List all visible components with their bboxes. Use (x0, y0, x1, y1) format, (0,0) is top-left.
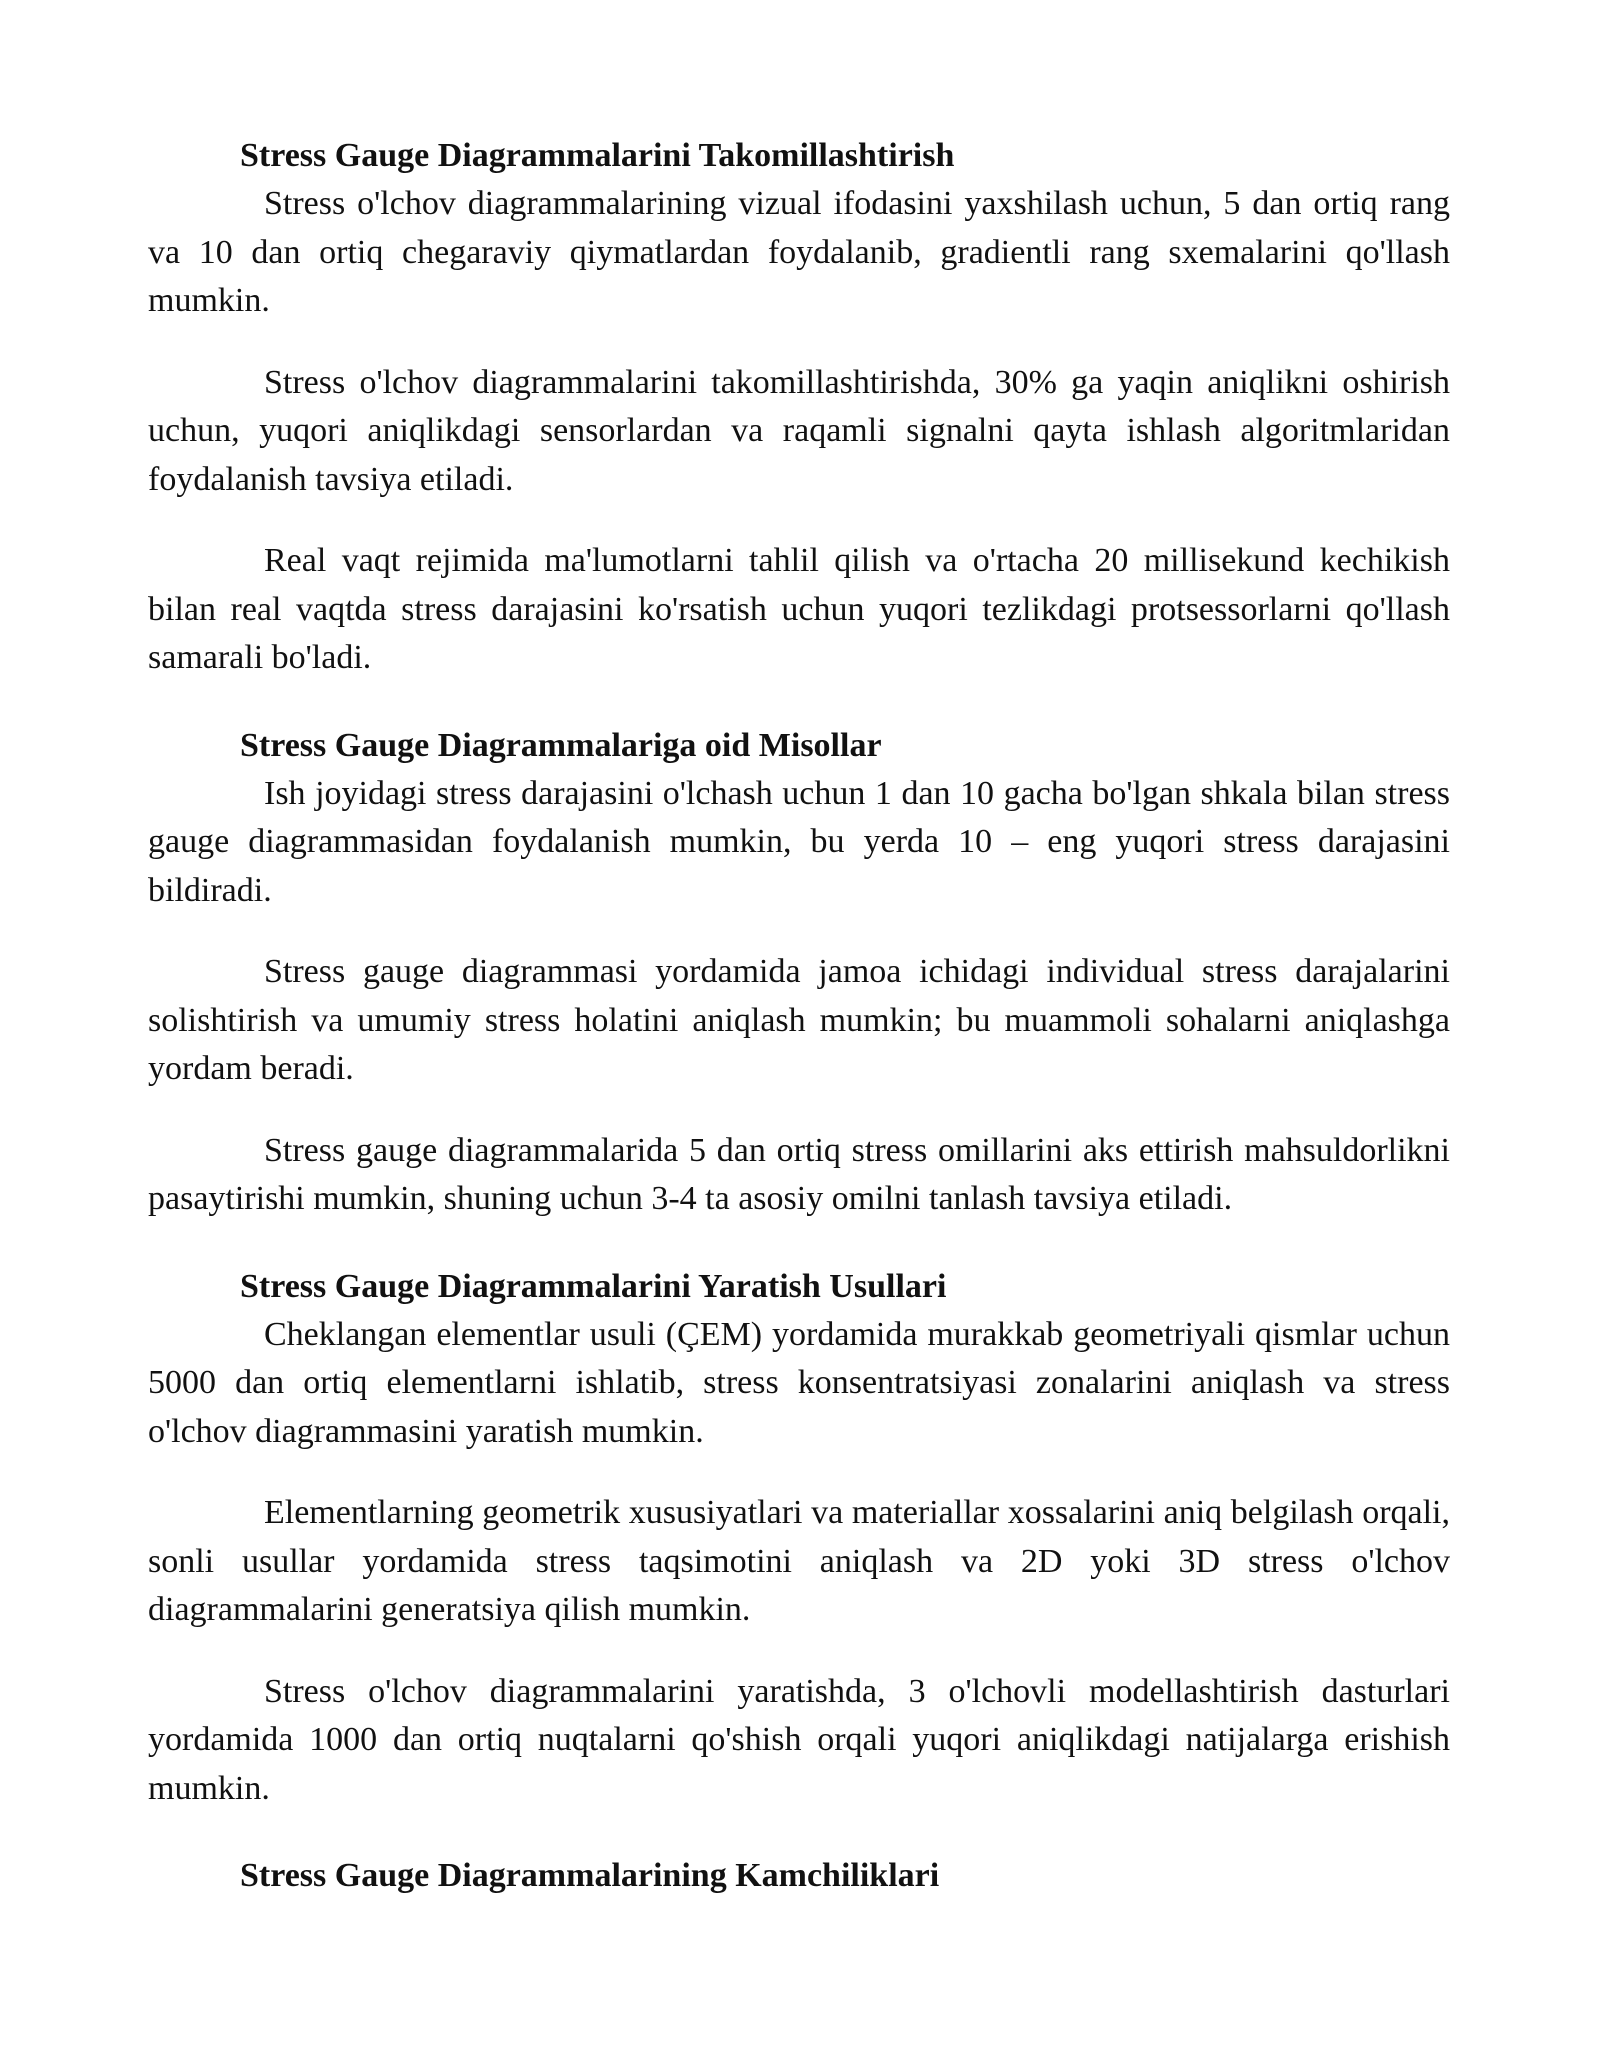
document-body (148, 132, 1450, 1900)
section-takomillashtirish (148, 132, 1450, 683)
paragraph: Stress o'lchov diagrammalarini takomillashtirishda, 30% ga yaqin aniqlikni oshirish uchun, yuqori aniqlikdagi sensorlardan va raqamli signalni qayta ishlash algoritmlaridan foydalanish tavsiya etiladi. (148, 363, 1450, 498)
section-misollar (148, 722, 1450, 1224)
section-yaratish-usullari (148, 1263, 1450, 1814)
section-kamchiliklari (148, 1852, 1450, 1900)
paragraph: Cheklangan elementlar usuli (ÇEM) yordamida murakkab geometriyali qismlar uchun 5000 dan ortiq elementlarni ishlatib, stress konsentratsiyasi zonalarini aniqlash va stress o'lchov diagrammasini yaratish mumkin. (148, 1315, 1450, 1450)
paragraph: Ish joyidagi stress darajasini o'lchash uchun 1 dan 10 gacha bo'lgan shkala bilan stress gauge diagrammasidan foydalanish mumkin, bu yerda 10 – eng yuqori stress darajasini bildiradi. (148, 774, 1450, 909)
paragraph: Elementlarning geometrik xususiyatlari va materiallar xossalarini aniq belgilash orqali, sonli usullar yordamida stress taqsimotini aniqlash va 2D yoki 3D stress o'lchov diagrammalarini generatsiya qilish mumkin. (148, 1494, 1450, 1628)
paragraph: Stress o'lchov diagrammalarini yaratishda, 3 o'lchovli modellashtirish dasturlari yordamida 1000 dan ortiq nuqtalarni qo'shish orqali yuqori aniqlikdagi natijalarga erishish mumkin. (148, 1672, 1450, 1807)
section-heading: Stress Gauge Diagrammalarining Kamchiliklari (240, 1857, 940, 1894)
section-heading: Stress Gauge Diagrammalariga oid Misollar (240, 726, 882, 764)
paragraph: Stress gauge diagrammalarida 5 dan ortiq stress omillarini aks ettirish mahsuldorlikni pasaytirishi mumkin, shuning uchun 3-4 ta asosiy omilni tanlash tavsiya etiladi. (148, 1131, 1450, 1217)
section-heading: Stress Gauge Diagrammalarini Yaratish Usullari (240, 1267, 947, 1305)
section-heading: Stress Gauge Diagrammalarini Takomillashtirish (240, 137, 955, 174)
paragraph: Real vaqt rejimida ma'lumotlarni tahlil qilish va o'rtacha 20 millisekund kechikish bilan real vaqtda stress darajasini ko'rsatish uchun yuqori tezlikdagi protsessorlarni qo'llash samarali bo'ladi. (148, 542, 1450, 676)
paragraph: Stress gauge diagrammasi yordamida jamoa ichidagi individual stress darajalarini solishtirish va umumiy stress holatini aniqlash mumkin; bu muammoli sohalarni aniqlashga yordam beradi. (148, 953, 1450, 1087)
paragraph: Stress o'lchov diagrammalarining vizual ifodasini yaxshilash uchun, 5 dan ortiq rang va 10 dan ortiq chegaraviy qiymatlardan foydalanib, gradientli rang sxemalarini qo'llash mumkin. (148, 185, 1450, 319)
